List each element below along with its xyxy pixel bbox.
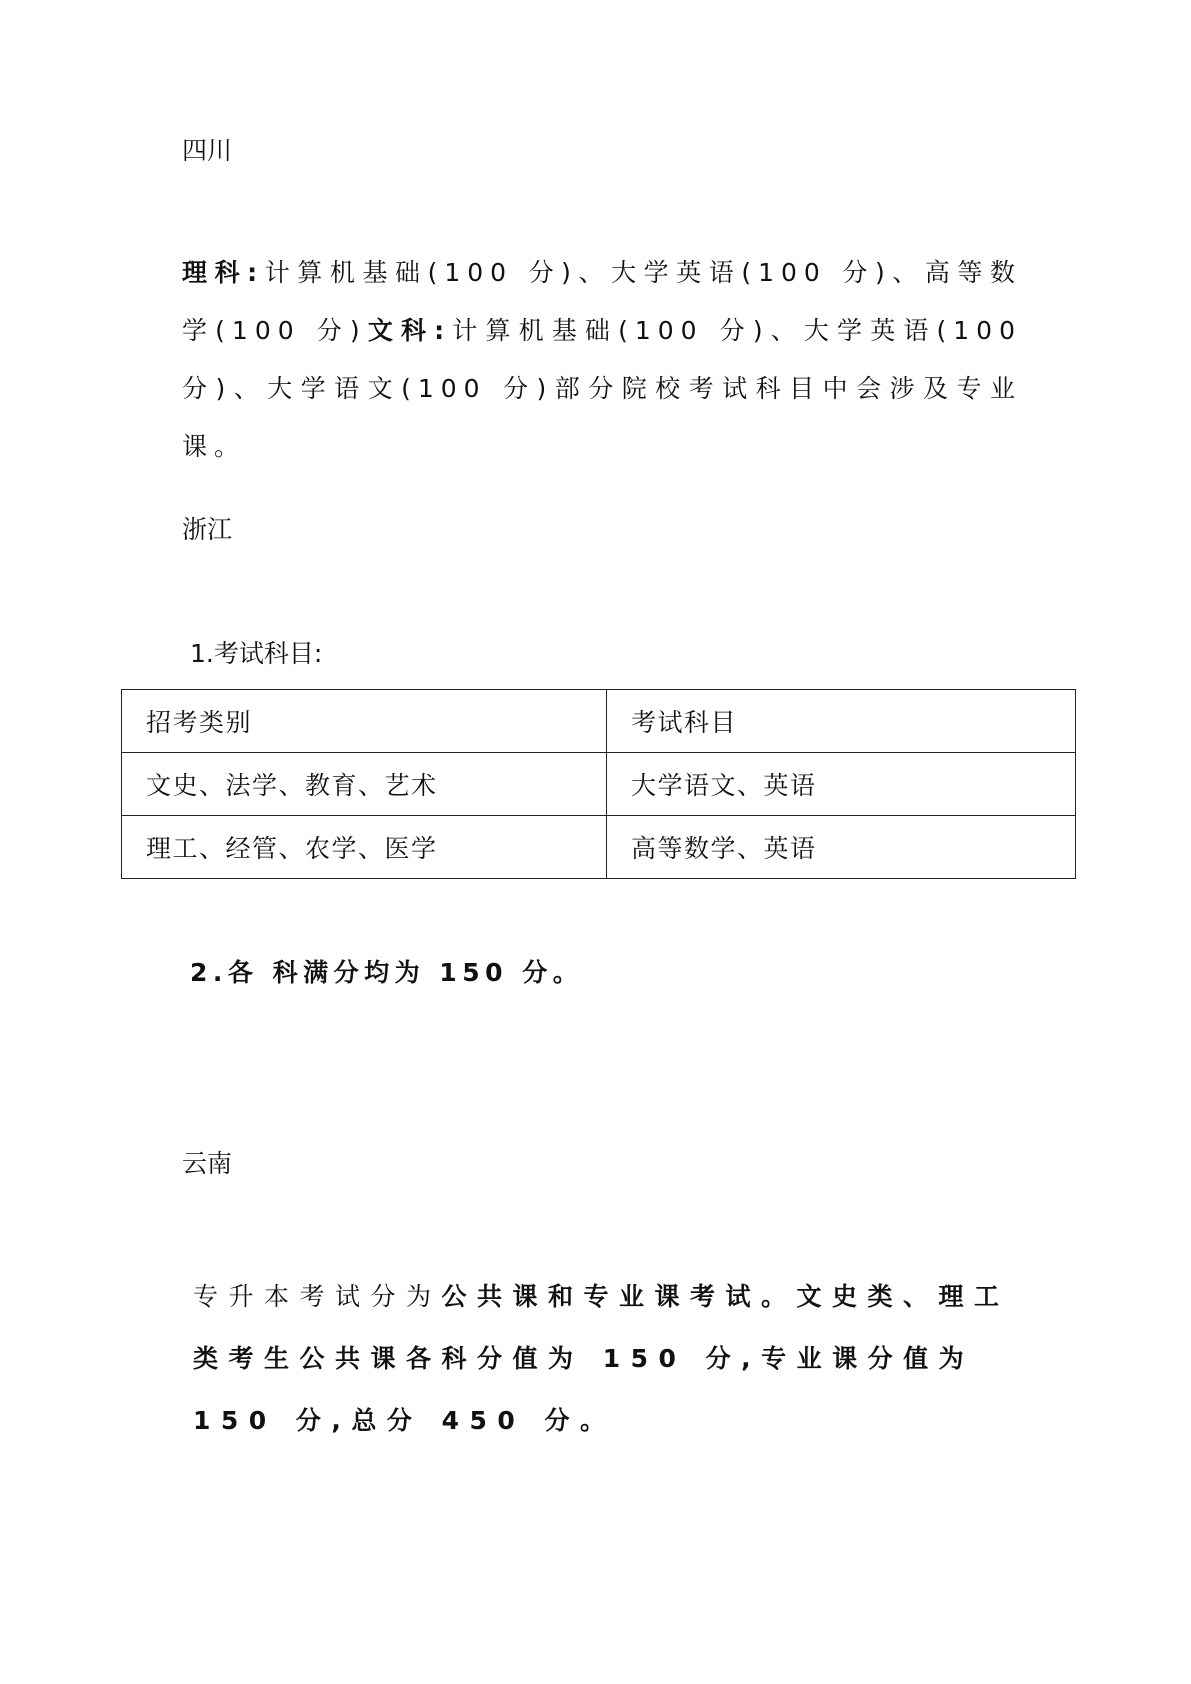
table-cell: 大学语文、英语 (607, 753, 1076, 816)
header-cell-subjects: 考试科目 (607, 690, 1076, 753)
section-title-sichuan: 四川 (182, 136, 233, 165)
table-cell: 高等数学、英语 (607, 816, 1076, 879)
like-label: 理科 (182, 258, 248, 287)
table-row (122, 753, 1076, 816)
section-title-yunnan: 云南 (182, 1149, 233, 1178)
table-row (122, 816, 1076, 879)
like-subjects: 计算机基础(100 分)、大学英语(100 分)、高等数学(100 分) (182, 258, 1022, 345)
wenke-label: 文科 (366, 316, 435, 345)
wenke-subjects: 计算机基础(100 分)、大学英语(100 分)、大学语文(100 分)部分院校考试科目中会涉及专业课。 (182, 316, 1022, 461)
table-cell: 文史、法学、教育、艺术 (122, 753, 607, 816)
table-cell: 理工、经管、农学、医学 (122, 816, 607, 879)
like-colon: : (247, 258, 265, 287)
wenke-colon: : (434, 316, 452, 345)
section-title-zhejiang: 浙江 (182, 515, 233, 544)
yunnan-intro-light: 专升本考试分为 (193, 1282, 442, 1311)
yunnan-intro-bold: 公共课和专业课考试。文史类、理工类考生公共课各科分值为 150 分,专业课分值为 150 分,总分 450 分。 (193, 1282, 1010, 1435)
table-header-row (122, 690, 1076, 753)
header-cell-category: 招考类别 (122, 690, 607, 753)
zhejiang-subjects-table (121, 689, 1076, 879)
zhejiang-subjects-heading: 1.考试科目: (190, 639, 323, 668)
zhejiang-score-note: 2.各 科满分均为 150 分。 (190, 958, 584, 987)
yunnan-paragraph (193, 1266, 1013, 1452)
sichuan-subjects-paragraph (182, 244, 1022, 476)
